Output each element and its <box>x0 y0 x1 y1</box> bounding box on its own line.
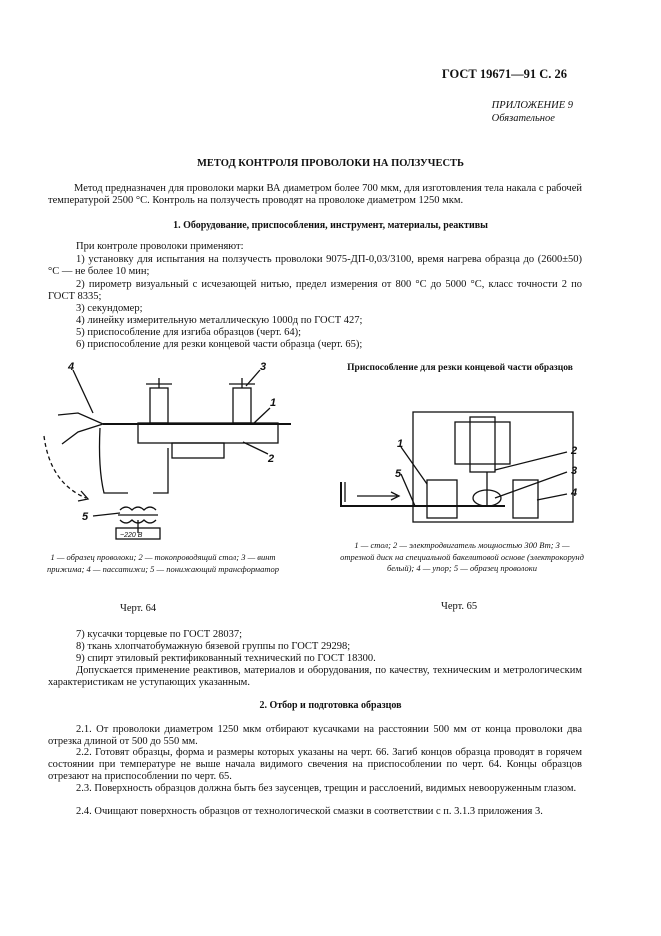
conductive-table <box>138 423 278 443</box>
list-item-9: 9) спирт этиловый ректификованный технический по ГОСТ 18300. <box>76 653 376 664</box>
intro-paragraph: Метод предназначен для проволоки марки ВА диаметром более 700 мкм, для изготовления тела накала с рабочей температурой 2500 °С. Контроль на ползучесть проводят на проволоке диаметром 1250 мкм. <box>48 183 582 206</box>
callout-65-4: 4 <box>571 487 578 499</box>
voltage-label: ~220 В <box>120 532 143 539</box>
list-item-4: 4) линейку измерительную металлическую 1000д по ГОСТ 427; <box>76 315 363 326</box>
wire-sample-65 <box>341 482 505 506</box>
para-2-1: 2.1. От проволоки диаметром 1250 мкм отбирают кусачками на расстоянии 500 мм от конца проволоки два отрезка длиной от 500 до 550 мм. <box>48 724 582 747</box>
list-item-3: 3) секундомер; <box>76 303 143 314</box>
para-2-2: 2.2. Готовят образцы, форма и размеры которых указаны на черт. 66. Загиб концов образца проводят в горячем состоянии при температуре не выше начала видимого свечения на приспособлении по черт. 64. Концы образцов отрезают на приспособлении по черт. 65. <box>48 747 582 782</box>
section2-heading: 2. Отбор и подготовка образцов <box>259 700 402 711</box>
callout-5: 5 <box>82 511 89 523</box>
callout-65-1: 1 <box>397 438 404 450</box>
callout-65-5: 5 <box>395 468 402 480</box>
callout-65-3: 3 <box>571 465 578 477</box>
figure-64-caption: 1 — образец проволоки; 2 — токопроводящий стол; 3 — винт прижима; 4 — пассатижи; 5 — понижающий трансформатор <box>46 552 279 574</box>
figure-65-caption: 1 — стол; 2 — электродвигатель мощностью 300 Вт; 3 — отрезной диск на специальной бакелитовой основе (электрокорунд белый); 4 — упор; 5 — образец проволоки <box>340 540 584 573</box>
stop-block <box>513 480 538 518</box>
callout-3: 3 <box>260 361 267 373</box>
figure-65-title: Приспособление для резки концевой части образцов <box>347 363 573 373</box>
page-title: МЕТОД КОНТРОЛЯ ПРОВОЛОКИ НА ПОЛЗУЧЕСТЬ <box>197 158 464 169</box>
substitution-note: Допускается применение реактивов, материалов и оборудования, по качеству, техническим и метрологическим характеристикам не уступающих указанным. <box>48 665 582 688</box>
para-2-4: 2.4. Очищают поверхность образцов от технологической смазки в соответствии с п. 3.1.3 приложения 3. <box>76 806 543 817</box>
motor <box>455 422 510 464</box>
appendix-status: Обязательное <box>491 113 555 124</box>
list-item-5: 5) приспособление для изгиба образцов (черт. 64); <box>76 327 302 338</box>
document-code: ГОСТ 19671—91 С. 26 <box>441 67 567 81</box>
list-item-7: 7) кусачки торцевые по ГОСТ 28037; <box>76 629 242 640</box>
section1-lead: При контроле проволоки применяют: <box>76 241 244 252</box>
figure-64-drawing <box>38 358 298 548</box>
section1-heading: 1. Оборудование, приспособления, инструмент, материалы, реактивы <box>173 220 488 231</box>
figure-64-label: Черт. 64 <box>120 603 157 614</box>
table-base <box>172 443 224 458</box>
appendix-label <box>492 99 573 125</box>
callout-2: 2 <box>268 453 275 465</box>
callout-65-2: 2 <box>571 445 578 457</box>
appendix-number: ПРИЛОЖЕНИЕ 9 <box>491 100 573 111</box>
list-item-8: 8) ткань хлопчатобумажную бязевой группы по ГОСТ 29298; <box>76 641 351 652</box>
callout-4: 4 <box>68 361 75 373</box>
list-item-6: 6) приспособление для резки концевой части образца (черт. 65); <box>76 339 363 350</box>
para-2-3: 2.3. Поверхность образцов должна быть без заусенцев, трещин и расслоений, видимых невооруженным глазом. <box>76 783 577 794</box>
callout-1: 1 <box>270 397 277 409</box>
pliers <box>58 413 103 444</box>
list-item-2: 2) пирометр визуальный с исчезающей нитью, предел измерения от 800 °С до 5000 °С, класс точности 2 по ГОСТ 8335; <box>48 279 582 302</box>
figure-65-label: Черт. 65 <box>441 601 478 612</box>
list-item-1: 1) установку для испытания на ползучесть проволоки 9075-ДП-0,03/3100, время нагрева образца до (2600±50) °С — не более 10 мин; <box>48 254 582 277</box>
figure-65-drawing <box>335 402 585 527</box>
